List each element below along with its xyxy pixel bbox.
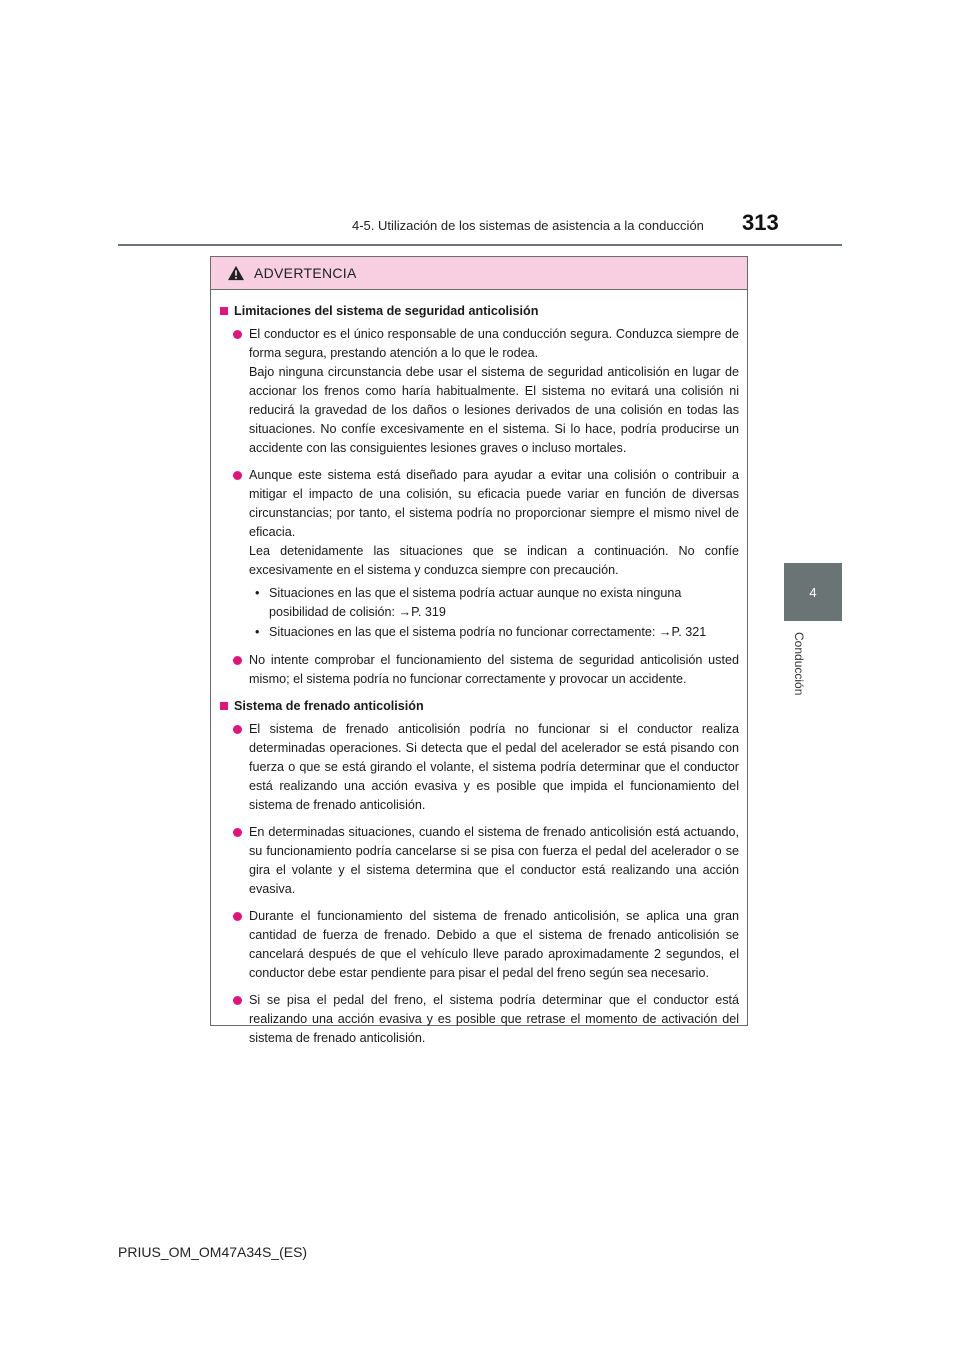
warning-triangle-icon <box>227 265 245 281</box>
warning-header <box>211 257 747 290</box>
chapter-number: 4 <box>809 584 817 600</box>
document-code: PRIUS_OM_OM47A34S_(ES) <box>118 1244 308 1260</box>
header-section-title: 4-5. Utilización de los sistemas de asistencia a la conducción <box>352 218 704 233</box>
list-item <box>233 466 739 643</box>
warning-title: ADVERTENCIA <box>254 265 357 281</box>
sub-list-item <box>255 584 739 622</box>
list-item <box>233 651 739 689</box>
circle-bullet-icon <box>233 996 242 1005</box>
header-rule <box>118 244 842 246</box>
paragraph: El conductor es el único responsable de una conducción segura. Conduzca siempre de forma segura, prestando atención a lo que le rodea. <box>249 327 739 360</box>
list-item <box>233 325 739 458</box>
paragraph: Durante el funcionamiento del sistema de frenado anticolisión, se aplica una gran cantidad de fuerza de frenado. Debido a que el sistema de frenado anticolisión se cancelará después de que el vehículo lleve parado aproximadamente 2 segundos, el conductor debe estar pendiente para pisar el pedal del freno según sea necesario. <box>249 909 739 980</box>
square-bullet-icon <box>220 702 228 710</box>
page-number: 313 <box>742 210 779 235</box>
section-title <box>219 302 739 321</box>
chapter-tab[interactable] <box>784 563 842 621</box>
warning-body <box>211 290 747 1048</box>
sub-list <box>255 584 739 642</box>
circle-bullet-icon <box>233 656 242 665</box>
list-item <box>233 823 739 899</box>
circle-bullet-icon <box>233 725 242 734</box>
square-bullet-icon <box>220 307 228 315</box>
dot-marker: • <box>255 586 260 600</box>
circle-bullet-icon <box>233 912 242 921</box>
paragraph: Lea detenidamente las situaciones que se indican a continuación. No confíe excesivamente en el sistema y conduzca siempre con precaución. <box>249 544 739 577</box>
circle-bullet-icon <box>233 828 242 837</box>
list-item <box>233 907 739 983</box>
circle-bullet-icon <box>233 471 242 480</box>
cross-reference-link[interactable]: Situaciones en las que el sistema podría no funcionar correctamente: →P. 321 <box>269 625 707 639</box>
list-item <box>233 720 739 815</box>
circle-bullet-icon <box>233 330 242 339</box>
list-item <box>233 991 739 1048</box>
dot-marker: • <box>255 625 260 639</box>
paragraph: No intente comprobar el funcionamiento del sistema de seguridad anticolisión usted mismo; el sistema podría no funcionar correctamente y provocar un accidente. <box>249 653 739 686</box>
paragraph: El sistema de frenado anticolisión podría no funcionar si el conductor realiza determinadas operaciones. Si detecta que el pedal del acelerador se está pisando con fuerza o que se está girando el volante, el sistema podría determinar que el conductor está realizando una acción evasiva y es posible que impida el funcionamiento del sistema de frenado anticolisión. <box>249 722 739 812</box>
paragraph: Aunque este sistema está diseñado para ayudar a evitar una colisión o contribuir a mitigar el impacto de una colisión, su eficacia puede variar en función de diversas circunstancias; por tanto, el sistema podría no proporcionar siempre el mismo nivel de eficacia. <box>249 468 739 539</box>
section-title <box>219 697 739 716</box>
paragraph: Bajo ninguna circunstancia debe usar el sistema de seguridad anticolisión en lugar de accionar los frenos como haría habitualmente. El sistema no evitará una colisión ni reducirá la gravedad de los daños o lesiones derivados de una colisión en todas las situaciones. No confíe excesivamente en el sistema. Si lo hace, podría producirse un accidente con las consiguientes lesiones graves o incluso mortales. <box>249 365 739 455</box>
paragraph: En determinadas situaciones, cuando el sistema de frenado anticolisión está actuando, su funcionamiento podría cancelarse si se pisa con fuerza el pedal del acelerador o se gira el volante y el sistema determina que el conductor está realizando una acción evasiva. <box>249 825 739 896</box>
sub-list-item <box>255 623 739 642</box>
paragraph: Si se pisa el pedal del freno, el sistema podría determinar que el conductor está realizando una acción evasiva y es posible que retrase el momento de activación del sistema de frenado anticolisión. <box>249 993 739 1045</box>
chapter-label: Conducción <box>792 632 806 696</box>
cross-reference-link[interactable]: Situaciones en las que el sistema podría actuar aunque no exista ninguna posibilidad de colisión: →P. 319 <box>269 586 682 619</box>
section-title-text: Sistema de frenado anticolisión <box>234 699 424 713</box>
warning-box <box>210 256 748 1045</box>
section-title-text: Limitaciones del sistema de seguridad anticolisión <box>234 304 539 318</box>
